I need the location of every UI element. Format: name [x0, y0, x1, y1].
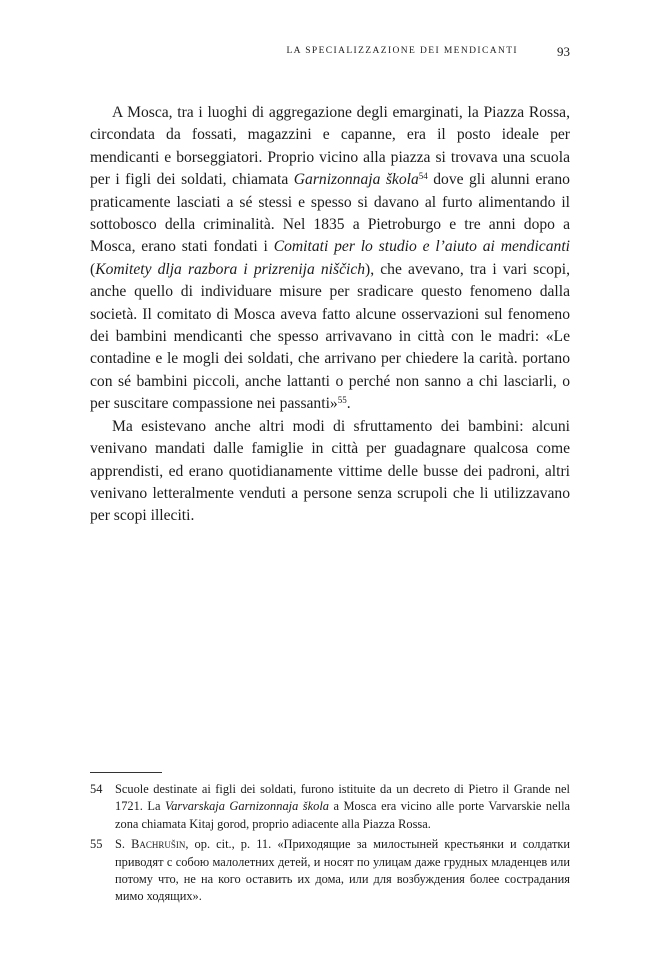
- paragraph-1-text-4: ), che avevano, tra i vari scopi, anche quello di individuare misure per sradicare questo fenomeno dalla società. Il comitato di Mosca aveva fatto alcune osservazioni sul fenomeno dei bambini mendicanti che spesso arrivavano in città con le madri: «Le contadine e le mogli dei soldati, che arrivano per chiedere la carità. portano con sé bambini piccoli, anche lattanti o perché non sanno a chi lasciarli, o per suscitare compassione nei passanti»: [90, 260, 570, 413]
- footnote-55: [90, 836, 570, 906]
- running-head: [90, 44, 570, 64]
- paragraph-1-text-5: .: [346, 395, 351, 413]
- footnote-divider: [90, 772, 162, 773]
- paragraph-1-italic-1: Garnizonnaja škola: [293, 171, 419, 189]
- paragraph-2: Ma esistevano anche altri modi di sfruttamento dei bambini: alcuni venivano mandati dalle famiglie in città per guadagnare qualcosa come apprendisti, ed erano quotidianamente vittime delle busse dei padroni, altri venivano letteralmente venduti a persone senza scrupoli che li utilizzavano per scopi illeciti.: [90, 417, 570, 525]
- paragraph-1: [90, 102, 570, 416]
- footnote-ref-54[interactable]: 54: [418, 171, 428, 182]
- footnote-55-text: , op. cit., p. 11. «Приходящие за милостыней крестьянки и солдатки приводят с собою малолетних детей, и носят по улицам даже грудных младенцев или потому что, не на кого оставить их дома, или для возбуждения более сострадания мимо ходящих».: [115, 837, 571, 904]
- footnotes: [90, 781, 570, 909]
- paragraph-1-text-2: dove gli alunni erano praticamente lasciati a sé stessi e spesso si davano al furto alimentando il sottobosco della criminalità. Nel 1835 a Pietroburgo e tre anni dopo a Mosca, erano stati fondati i: [90, 171, 570, 256]
- paragraph-1-italic-2: Comitati per lo studio e l’aiuto ai mendicanti: [273, 238, 570, 256]
- footnote-ref-55[interactable]: 55: [337, 395, 347, 406]
- paragraph-1-italic-3: Komitety dlja razbora i prizrenija niščich: [95, 260, 366, 278]
- footnote-55-author: S. Bachrušin: [115, 837, 186, 852]
- page-number: 93: [557, 44, 570, 59]
- footnote-54-text-2: a Mosca era vicino alle porte Varvarskie nella zona chiamata Kitaj gorod, proprio adiacente alla Piazza Rossa.: [115, 799, 571, 831]
- main-text: [90, 102, 570, 528]
- footnote-number: 55: [90, 837, 103, 852]
- footnote-54: [90, 781, 570, 833]
- paragraph-1-text-3: (: [90, 260, 96, 278]
- paragraph-1-text-1: A Mosca, tra i luoghi di aggregazione degli emarginati, la Piazza Rossa, circondata da fossati, magazzini e capanne, era il posto ideale per mendicanti e borseggiatori. Proprio vicino alla piazza si trovava una scuola per i figli dei soldati, chiamata: [90, 104, 570, 189]
- footnote-number: 54: [90, 782, 103, 796]
- footnote-54-text-1: Scuole destinate ai figli dei soldati, furono istituite da un decreto di Pietro il Grande nel 1721. La: [115, 782, 570, 814]
- running-title: LA SPECIALIZZAZIONE DEI MENDICANTI: [286, 46, 518, 56]
- footnote-54-italic: Varvarskaja Garnizonnaja škola: [165, 799, 329, 814]
